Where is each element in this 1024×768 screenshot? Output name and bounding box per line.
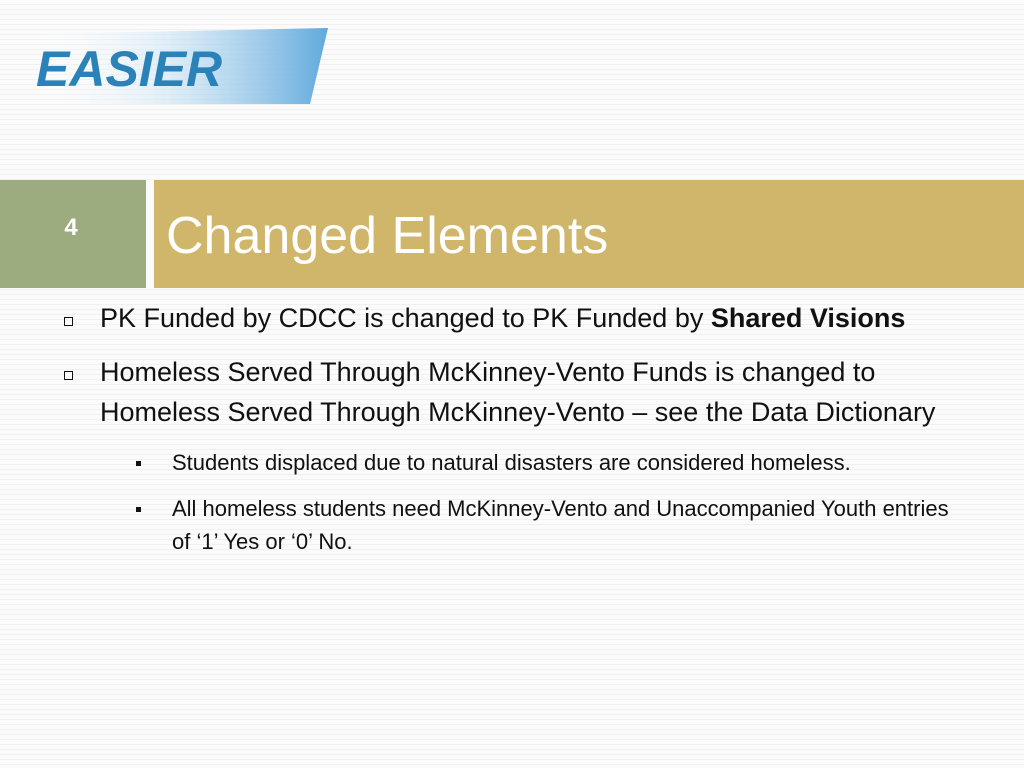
sub-bullet-text: All homeless students need McKinney-Vento and Unaccompanied Youth entries of ‘1’ Yes or ‘0’ No. [172,496,949,554]
bullet-item [62,352,962,432]
sub-bullet-item [172,446,962,479]
slide-number-box [0,180,146,288]
slide-title: Changed Elements [166,207,609,265]
sub-bullet-icon [136,461,141,466]
sub-bullet-text: Students displaced due to natural disasters are considered homeless. [172,450,851,475]
bullet-text: PK Funded by CDCC is changed to PK Funded by [100,303,711,333]
slide-content [62,298,962,571]
sub-bullet-icon [136,507,141,512]
bullet-bold-text: Shared Visions [710,303,906,333]
logo-text: EASIER [36,41,223,97]
square-bullet-icon [64,317,73,326]
sub-bullet-item [172,492,962,558]
title-bar [154,180,1024,288]
slide-number: 4 [64,214,78,241]
bullet-item [62,298,962,338]
easier-logo [32,28,332,104]
bullet-text: Homeless Served Through McKinney-Vento Funds is changed to Homeless Served Through McKinney-Vento – see the Data Dictionary [100,357,936,427]
square-bullet-icon [64,371,73,380]
easier-logo-graphic [32,28,332,104]
title-divider [146,180,154,288]
